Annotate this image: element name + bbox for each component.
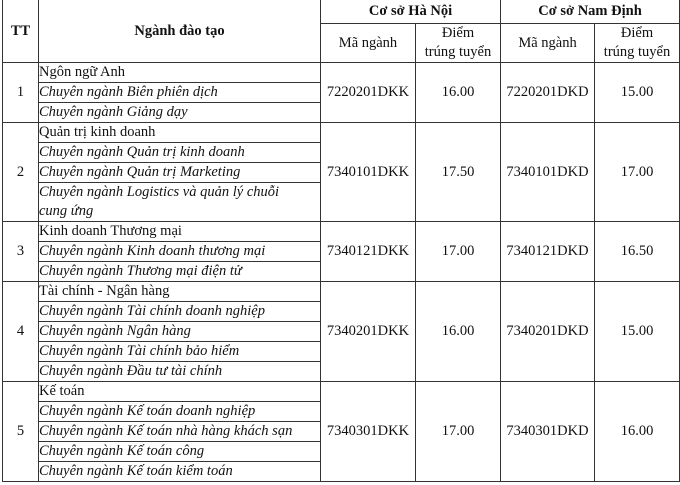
hanoi-score: 17.00 [416,222,501,282]
namdinh-code: 7220201DKD [501,63,595,123]
namdinh-score: 16.00 [595,382,680,482]
row-number: 5 [3,382,39,482]
header-hanoi-code: Mã ngành [321,24,416,63]
specialization: Chuyên ngành Tài chính doanh nghiệp [39,302,321,322]
admission-scores-document [2,0,680,482]
specialization: Chuyên ngành Kế toán nhà hàng khách sạn [39,422,321,442]
header-score-line2: trúng tuyển [424,44,492,60]
header-score-line1: Điểm [620,25,654,41]
header-campus-hanoi: Cơ sở Hà Nội [321,0,501,24]
header-namdinh-score [595,24,680,63]
row-number: 1 [3,63,39,123]
table-row [3,123,680,143]
specialization: Chuyên ngành Quản trị kinh doanh [39,143,321,163]
namdinh-code: 7340201DKD [501,282,595,382]
hanoi-score: 17.50 [416,123,501,222]
table-row [3,222,680,242]
hanoi-code: 7340121DKK [321,222,416,282]
major-name: Ngôn ngữ Anh [39,63,321,83]
header-major: Ngành đào tạo [39,0,321,63]
major-name: Kế toán [39,382,321,402]
namdinh-score: 15.00 [595,63,680,123]
specialization: Chuyên ngành Đầu tư tài chính [39,362,321,382]
table-row [3,282,680,302]
major-name: Kinh doanh Thương mại [39,222,321,242]
namdinh-code: 7340121DKD [501,222,595,282]
table-row [3,382,680,402]
header-score-line1: Điểm [441,25,475,41]
row-number: 3 [3,222,39,282]
header-score-line2: trúng tuyển [603,44,671,60]
specialization: Chuyên ngành Ngân hàng [39,322,321,342]
namdinh-code: 7340301DKD [501,382,595,482]
specialization: Chuyên ngành Kế toán doanh nghiệp [39,402,321,422]
hanoi-code: 7220201DKK [321,63,416,123]
header-campus-namdinh: Cơ sở Nam Định [501,0,680,24]
specialization: Chuyên ngành Logistics và quản lý chuỗi cung ứng [39,183,321,222]
namdinh-score: 15.00 [595,282,680,382]
header-tt: TT [3,0,39,63]
namdinh-code: 7340101DKD [501,123,595,222]
major-name: Quản trị kinh doanh [39,123,321,143]
admission-scores-table [2,0,680,482]
specialization: Chuyên ngành Kế toán kiểm toán [39,462,321,482]
specialization: Chuyên ngành Kế toán công [39,442,321,462]
hanoi-code: 7340201DKK [321,282,416,382]
specialization: Chuyên ngành Kinh doanh thương mại [39,242,321,262]
hanoi-score: 17.00 [416,382,501,482]
specialization: Chuyên ngành Giảng dạy [39,103,321,123]
namdinh-score: 17.00 [595,123,680,222]
specialization: Chuyên ngành Biên phiên dịch [39,83,321,103]
hanoi-score: 16.00 [416,282,501,382]
hanoi-code: 7340301DKK [321,382,416,482]
specialization: Chuyên ngành Thương mại điện tử [39,262,321,282]
namdinh-score: 16.50 [595,222,680,282]
specialization: Chuyên ngành Tài chính bảo hiểm [39,342,321,362]
header-row-1 [3,0,680,24]
header-namdinh-code: Mã ngành [501,24,595,63]
table-row [3,63,680,83]
hanoi-code: 7340101DKK [321,123,416,222]
header-hanoi-score [416,24,501,63]
row-number: 4 [3,282,39,382]
row-number: 2 [3,123,39,222]
hanoi-score: 16.00 [416,63,501,123]
major-name: Tài chính - Ngân hàng [39,282,321,302]
specialization: Chuyên ngành Quản trị Marketing [39,163,321,183]
